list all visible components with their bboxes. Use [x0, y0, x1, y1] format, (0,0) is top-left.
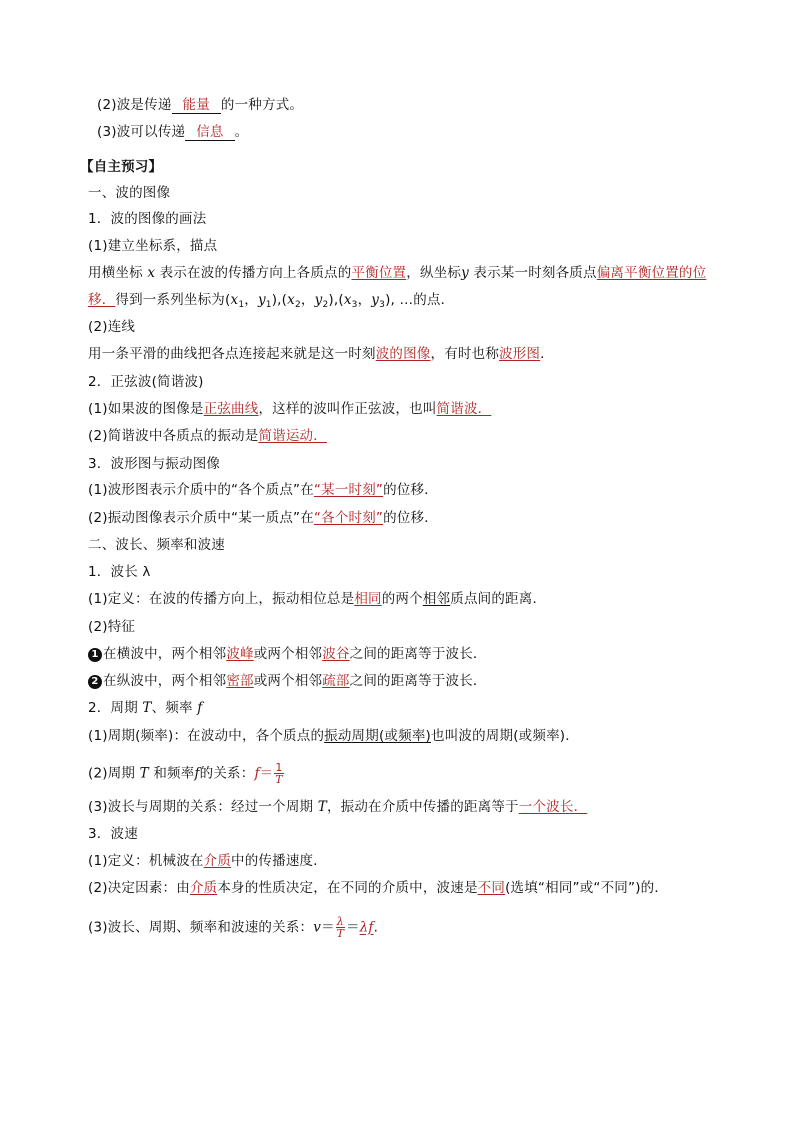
feature-title: (2)特征 [88, 619, 136, 635]
graph-line1 [88, 481, 438, 499]
part2-title: 二、波长、频率和波速 [88, 537, 225, 553]
answer-text: “某一时刻” [313, 482, 384, 498]
speed-line2 [88, 879, 668, 897]
text: 本身的性质决定，在不同的介质中，波速是 [217, 880, 478, 896]
period-line3 [88, 798, 587, 816]
var-y: y [461, 265, 469, 281]
wavelength-definition [88, 590, 546, 608]
text: ，这样的波叫作正弦波，也叫 [258, 401, 437, 417]
text: 得到一系列坐标为( [115, 292, 231, 308]
var-x: x [343, 292, 352, 308]
var-x: x [287, 292, 295, 308]
text: 的位移． [383, 482, 438, 498]
speed-line1 [88, 852, 327, 870]
var-y: y [257, 292, 266, 308]
text: (选填“相同”或“不同”)的． [505, 880, 669, 896]
text: 的一种方式。 [220, 97, 304, 113]
text: ，振动在介质中传播的距离等于 [326, 799, 519, 815]
answer-text: 波谷 [322, 646, 350, 662]
text: 、频率 [151, 700, 193, 716]
period-line1 [88, 727, 579, 745]
answer-text: 移． [88, 292, 116, 308]
text: 或两个相邻 [253, 646, 323, 662]
text: ， [300, 292, 315, 308]
answer-text: 相邻 [422, 591, 451, 607]
answer-blank [185, 124, 234, 141]
answer-text: 波峰 [226, 646, 254, 662]
text: ，有时也称 [430, 346, 500, 362]
intro-item-3 [97, 123, 248, 141]
answer-text: 疏部 [322, 673, 350, 689]
fraction-denominator: T [336, 927, 345, 940]
var-x: x [147, 265, 156, 281]
text: (1)周期(频率)：在波动中，各个质点的 [88, 728, 325, 744]
var-v: v [313, 919, 322, 936]
text: (2)决定因素：由 [88, 880, 190, 896]
subscript: 3 [379, 300, 386, 310]
subscript: 3 [351, 300, 358, 310]
text: (2)周期 [88, 765, 136, 782]
text: (1)定义：机械波在 [88, 853, 204, 869]
text: . [373, 919, 379, 936]
text: 表示在波的传播方向上各质点的 [159, 265, 352, 281]
step1-text-line1 [88, 264, 706, 282]
var-T: T [139, 765, 149, 782]
formula-f: f [254, 765, 260, 782]
sine-line2 [88, 427, 327, 445]
answer-text: 简谐运动． [258, 428, 327, 444]
text: (2)简谐波中各质点的振动是 [88, 428, 259, 444]
answer-text: 密部 [226, 673, 254, 689]
part1-sub1-title: 1．波的图像的画法 [88, 211, 207, 227]
text: ， [244, 292, 258, 308]
text: 用横坐标 [88, 265, 143, 281]
text: (1)如果波的图像是 [88, 401, 204, 417]
var-f: f [197, 700, 203, 716]
circled-number: 2 [88, 675, 102, 689]
text: 的位移． [383, 510, 438, 526]
text: 或两个相邻 [253, 673, 323, 689]
graph-line2 [88, 509, 438, 527]
text: ),( [328, 292, 344, 308]
answer-text: 不同 [477, 880, 506, 896]
answer-blank [172, 97, 221, 114]
answer-text: 能量 [182, 97, 210, 113]
answer-text: “各个时刻” [313, 510, 384, 526]
answer-text: 简谐波． [436, 401, 492, 417]
step2-title: (2)连线 [88, 319, 136, 335]
step1-text-line2 [88, 291, 454, 314]
text: 2．周期 [88, 700, 138, 716]
step2-text [88, 345, 545, 363]
var-x: x [230, 292, 239, 308]
text: 用一条平滑的曲线把各点连接起来就是这一时刻 [88, 346, 376, 362]
text: 也叫波的周期(或频率)． [431, 728, 579, 744]
formula-fraction [336, 916, 345, 939]
var-y: y [371, 292, 380, 308]
text: (3)波长与周期的关系：经过一个周期 [88, 799, 314, 815]
formula-equals: ＝ [345, 919, 360, 936]
text: (3)波长、周期、频率和波速的关系： [88, 919, 314, 936]
text: ，纵坐标 [406, 265, 462, 281]
subscript: 2 [322, 300, 329, 310]
text: 中的传播速度． [231, 853, 327, 869]
text: 的两个 [381, 591, 423, 607]
answer-text: 波形图 [499, 346, 541, 362]
answer-text: λf [359, 919, 374, 936]
text: 在横波中，两个相邻 [103, 646, 227, 662]
answer-text: 介质 [203, 853, 232, 869]
text: ， [357, 292, 372, 308]
answer-text: 信息 [196, 124, 224, 140]
text: ),( [271, 292, 288, 308]
answer-text: 波的图像 [375, 346, 431, 362]
text: (2)波是传递 [97, 97, 172, 113]
var-T: T [142, 700, 152, 716]
var-y: y [314, 292, 323, 308]
feature-item-2 [88, 672, 487, 690]
text: 在纵波中，两个相邻 [103, 673, 227, 689]
subscript: 1 [238, 300, 245, 310]
circled-number: 1 [88, 648, 102, 662]
intro-item-2 [97, 96, 303, 114]
text: 表示某一时刻各质点 [473, 265, 597, 281]
fraction-denominator: T [275, 773, 283, 786]
feature-item-1 [88, 645, 487, 663]
text: (1)定义：在波的传播方向上，振动相位总是 [88, 591, 355, 607]
text: 之间的距离等于波长． [349, 646, 487, 662]
text: 的关系： [199, 765, 255, 782]
period-line2 [88, 762, 285, 785]
answer-text: 相同 [354, 591, 382, 607]
text: ), …的点． [385, 292, 455, 308]
formula-equals: ＝ [259, 765, 274, 782]
answer-text: 一个波长． [518, 799, 588, 815]
sine-line1 [88, 400, 491, 418]
text: 。 [234, 124, 249, 140]
text: . [540, 346, 545, 362]
subscript: 1 [265, 300, 272, 310]
part2-sub1-title: 1．波长 λ [88, 564, 151, 580]
answer-text: 介质 [189, 880, 218, 896]
formula-fraction [274, 762, 283, 785]
part1-sub2-title: 2．正弦波(简谐波) [88, 374, 204, 390]
text: (2)振动图像表示介质中“某一质点”在 [88, 510, 314, 526]
part2-sub2-title [88, 699, 202, 717]
formula-equals: ＝ [321, 919, 335, 936]
text: 之间的距离等于波长． [349, 673, 487, 689]
text: (3)波可以传递 [97, 124, 186, 140]
speed-line3 [88, 916, 378, 939]
text: (1)波形图表示介质中的“各个质点”在 [88, 482, 314, 498]
var-T: T [317, 799, 327, 815]
section-heading: 【自主预习】 [80, 159, 163, 175]
text: 和频率 [153, 765, 195, 782]
answer-text: 振动周期(或频率) [324, 728, 431, 744]
part1-sub3-title: 3．波形图与振动图像 [88, 456, 221, 472]
subscript: 2 [294, 300, 301, 310]
answer-text: 平衡位置 [351, 265, 407, 281]
part1-title: 一、波的图像 [88, 185, 171, 201]
var-f: f [194, 765, 200, 782]
part2-sub3-title: 3．波速 [88, 826, 138, 842]
answer-text: 正弦曲线 [203, 401, 259, 417]
answer-text: 偏离平衡位置的位 [596, 265, 707, 281]
fraction-numerator: 1 [275, 761, 283, 774]
step1-title: (1)建立坐标系，描点 [88, 238, 218, 254]
text: 质点间的距离． [450, 591, 547, 607]
fraction-numerator: λ [336, 915, 344, 928]
